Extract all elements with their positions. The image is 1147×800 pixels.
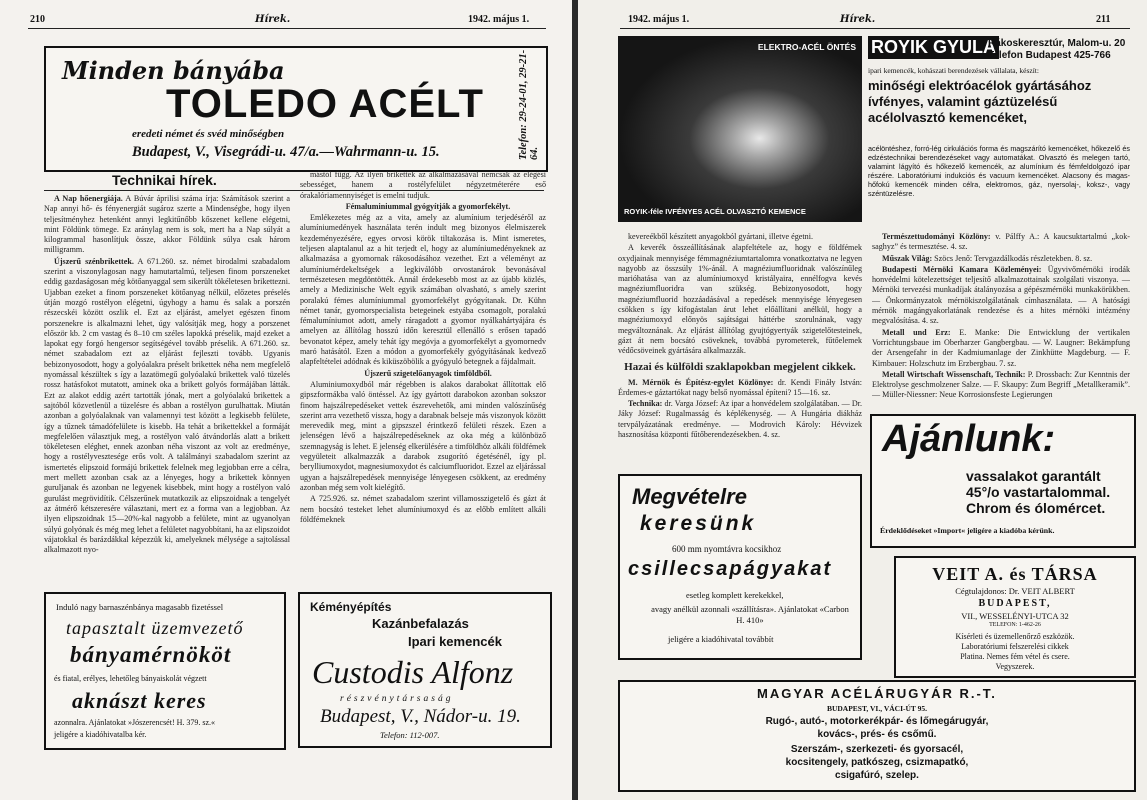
header-rule [28,28,546,29]
right-column-1 [618,232,862,468]
ad-line: avagy anélkül azonnali «szállításra». Ajánlatokat «Carbon H. 410» [651,604,849,625]
left-column-1 [44,194,290,582]
right-column-2 [872,232,1130,412]
article-text: E. Manke: Die Entwicklung der vertikalen Vorrichtungsbaue im Oberharzer Gangbergbau. — W. Laugner: Bekämpfung der Arsengefahr in der Kadmiumanlage der Zinkhütte Magdeburg. — F. Kirnbauer: Holzschutz im Erzbergbau. 7. sz. [872,327,1130,368]
ad-line: Platina. Nemes fém vétel és csere. [960,652,1070,661]
ad-line: Kéményépítés [310,600,392,614]
article-text: Szöcs Jenő: Tervgazdálkodás részletekben. 8. sz. [934,253,1093,263]
toledo-brand: TOLEDO ACÉLT [166,82,484,126]
toledo-subtitle: eredeti német és svéd minőségben [132,128,285,140]
ad-line: csillecsapágyakat [628,558,833,580]
article-head: Műszak Világ: [882,253,933,263]
ad-line: keresünk [640,512,757,535]
ad-line: Vegyszerek. [995,662,1035,671]
article-text: Ügyvivőmérnöki irodák honvédelmi kötelezettséget teljesítő alkalmazottainak szolgálati viszonya. — Mérnöki tervezési munkadíjak átalányozása a gépészmérnöki munkakörükben. — Önkormányzatok mérnökiszolgálatának címhasználata. — A hatósági mérnök magángyakorlatának rendezése és a hites mérnöki intézmény megvalósítása. 4. sz. [872,264,1130,326]
ad-line: BUDAPEST, VI., VÁCI-ÚT 95. [826,704,928,713]
ad-line: Custodis Alfonz [312,654,514,690]
article-head: Technika: [628,399,663,409]
ad-line: Kazánbefalazás [372,616,469,631]
ad-line: csigafúró, szelep. [835,770,919,781]
ad-line: TELEFON: 1-462-26 [989,622,1041,628]
page-number: 211 [1096,14,1111,25]
ajanlunk-advertisement [870,414,1136,548]
ad-line: Kísérleti és üzemellenőrző eszközök. [955,632,1075,641]
article-text: v. Pálffy A.: A kaucsuktartalmú „kok-saghyz” és termesztése. 4. sz. [872,232,1130,252]
ad-line: Budapest, V., Nádor-u. 19. [320,706,521,727]
page-header-date: 1942. május 1. [468,14,530,25]
royik-address: Rákoskeresztúr, Malom-u. 20 [988,38,1126,49]
article-text: kevereékből készített anyagokból gyártani, illetve égetni. [628,232,813,241]
ad-line: Chrom és ólomércet. [966,500,1106,516]
article-text: Aluminiumoxydból már régebben is alakos darabokat állítottak elő gipszformákba való öntéssel. Az így gyártott darabokon azonban sokszor finom hajszálrepedéseket vettek észrevehetők, ami minden valószínűség szerint arra vezethető vissza, hogy a darabnak belseje más viszonyok között merevedik meg, mint a gipszszel érintkező felületi részek. Ezen a jelenségen lévő a hajszálrepedéseknek az oka még a különböző szemnagyság is lehet. E jelenség elkerülésére a timföldhöz alkáli földfémek vegyületeit alkalmazzák a darabok zsugorító égetésénél, így pl. berylliumoxydot, magnesiumoxydot és calciumfluoridot. Ezzel az eljárással ugyan a hajszálrepedések mennyisége lényegesen csökkent, az eredmény azonban még sem volt kielégítő. [300,379,546,492]
article-head: Újszerű szigetelőanyagok timföldből. [364,368,492,378]
section-title: Hazai és külföldi szaklapokban megjelent cikkek. [624,360,856,373]
page-number: 210 [30,14,45,25]
royik-advertisement [868,36,1130,222]
ad-line: és fiatal, erélyes, lehetőleg bányaiskolát végzett [54,674,207,683]
article-text: dr. Kendi Fináły István: Érdemes-e gáztartókat nagy belső nyomással építeni? 15—16. sz. [618,377,862,397]
ad-line: aknászt keres [72,688,207,713]
ad-line: Érdeklődéseket »Import« jeligére a kiadóba kérünk. [880,526,1055,535]
royik-details: acélöntéshez, forró-lég cirkulációs forma és magszárító kemencéket, hőkezelő és edzéstechnikai berendezéseket vagy automatákat. Olvasztó és melegen tartó, valamint lágyító és hőkezelő kemencék, az alumínium és fémfeldolgozó ipar részére. Laboratóriumi indukciós és vacuum kemencéket. Alacsony és magas-hőfokú kemencék minden célra, elektromos, gáz, nyersolaj-, koksz-, vagy széntüzelésre. [868,144,1130,198]
article-head: Fémaluminiummal gyógyítják a gyomorfekélyt. [345,201,511,211]
ad-line: 600 mm nyomtávra kocsikhoz [672,544,782,554]
ad-line: kovács-, prés- és csőmű. [817,729,937,740]
toledo-address: Budapest, V., Visegrádi-u. 47/a.—Wahrmann-u. 15. [132,144,440,160]
article-text: A Búvár áprilisi száma írja: Számítások szerint a Nap annyi hő- és fényenergiát sugároz szerte a Mindenségbe, hogy ilyen teljesítményhez hetenként annyi legkitűnőbb kőszenet kellene elégetni, mint Földünk tömege. Ez aránylag nem is sok, mert ha a Nap súlyát a kilogrammal hasonlítjuk össze, akkor Földünk súlya csak három milligramm. [44,194,290,255]
page-header-title: Hírek. [255,14,291,25]
ad-line: részvénytársaság [340,694,454,704]
photo-caption-bottom: ROYIK-féle IVFÉNYES ACÉL OLVASZTÓ KEMENCE [624,207,806,216]
ad-line: Ipari kemencék [408,634,502,649]
right-page [578,0,1147,800]
article-text: A keverék összeállításának alapfeltétele az, hogy e földfémek oxydjainak mennyisége fémmagnéziumtartalomra vonatkoztatva ne legyen nagyobb az összsúly 1%-ánál. A magnéziumfluoridnak valószínűleg marióhatása van az alumíniumoxyd kristályaira, ennélfogva kevés magnéziumfluoridra van szükség. Bebizonyosodott, hogy magnéziumfluorid hozzáadásával a repedések mennyisége lényegesen csökken s így kifogástalan árut lehet előállítani anélkül, hogy a magnéziumoxyd előnyös sajátságai háttérbe szorulnának, vagy megváltoznának. Az eljárást állítólag gyujtógyertyák szigetelőtesteinek, gázt át nem bocsátó csöveknek, továbbá pyrometerek, fűtőelemek védőcsöveinek gyártására alkalmazzák. [618,243,862,356]
ad-line: Megvételre [632,484,747,509]
ad-line: jeligére a kiadóhivatal továbbít [668,634,774,644]
article-head: Budapesti Mérnöki Kamara Közleményei: [882,264,1042,274]
ad-line: 45°/o vastartalommal. [966,484,1111,500]
mining-engineer-advertisement [44,592,286,750]
header-rule [620,28,1130,29]
royik-phone: Telefon Budapest 425-766 [988,50,1111,61]
ad-line: Induló nagy barnaszénbánya magasabb fizetéssel [56,602,224,612]
article-head: M. Mérnök és Építész-egylet Közlönye: [628,377,774,387]
ad-line: esetleg komplett kerekekkel, [686,590,784,600]
veit-advertisement [894,556,1136,678]
toledo-advertisement [44,46,548,172]
article-head: A Nap hőenergiája. [54,194,123,203]
ad-line: kocsitengely, patkószeg, csizmapatkó, [785,757,969,768]
article-text: A 671.260. sz. német birodalmi szabadalom szerint a viszonylagosan nagy hamutartalmú, teljesen finom porszeneket eddig gazdaságosan még kötőanyaggal sem sikerült tökéletesen brikettezni. Ujabban ezeket a finom porszeneket kötőanyag nélkül, előzetes préselés útján mozgó rostélyon elégetni, úgyhogy a hamu és salak a porszén részecskéi között oszlik el. Ezt az eljárást, amelyet egészen finom porszenekre is alkalmazni lehet, úgy valósítják meg, hogy a porszenet először kb. 2 cm vastag és 8–10 cm széles lapokká préselik, majd ezeket a lapokat egy forgó hengersor segítségével tovább préselik. A 671.260. sz. német szabadalom ezt az eljárást fejleszti tovább. Ugyanis bebizonyosodott, hogy a golyóalakra préselt brikettek néha nem megfelelő nyomással készültek s így a lazatömegű golyóalakú brikettek való tüzelés rossz hatásfokot mutatott, aminek oka a brikett golyós formájában látták. Ezt az alakot eddig azért tartották jónak, mert a golyóalakú brikettek a sajtóból közvetlenül a tüzelésre és abban a rostélyon gurulhattak. Miután azonban a golyóalaknak van valamennyi test között a legkisebb felülete, így a tűznek támadófelülete is kisebb. Ha tehát a brikettekkel a formáját megfelelően választjuk meg, a rostélyon való átvándorlás alatt a brikett tökéletesen eléghet, ennek azonban néha viszont az volt az eredménye, hogy a rostélyvesztesége erős volt. A találmányi szabadalom szerint az ismertetés elipszoid formájú brikettek felelnek meg legjobban erre a célra, mert mellett azonban csak az a lényeges, hogy a brikettek könnyen guruljanak és azonban ne legyenek kisebbek, mint hogy a rostélyon való gurulást megrövidítik. Célszerűnek mutatkozik az elipszoidnak a tengelyét az átmérő kétszeresére választani, mert ez a forma van a legjobban. Az ilyen elipszoidnak 15—20%-kal nagyobb a felülete, mint az ugyanolyan súlyú golyónak és még meg lehet a felületet nagyobbítani, ha az elipszoidot vájatokkal és barázdákkal képezzük ki, amelyeknek mélysége a sajtolással alkalmazott nyo- [44,256,290,555]
ad-line: Telefon: 112-007. [380,730,440,740]
article-text: mástól függ. Az ilyen brikettek az alkalmazásával nemcsak az elégési sebességet, hanem a rostélyfelület négyzetméterére eső órakalóriamennyiséget is emelni tudjuk. [300,170,546,200]
article-text: Emlékezetes még az a vita, amely az alumínium terjedéséről az alumíniumedények használata terén indult meg bizonyos élelmiszerek kezdeményezésére, egyes orvosi körök tiltakozása is. Mint ismeretes, teljesen alaptalanul az a hit terjedt el, hogy az alumíniumedényeknek az alkalmazása a gyomornak rákosodásához vezethet. Ezt a véleményt az alumíniumérdekeltségek a legkiválóbb orvostanárok bevonásával természetesen megdöntötték. Annál érdekesebb most az az újabb közlés, amely a Medizinische Welt egyik számában olvasható, s amely szerint poralakú fémes alumíniummal gyomorfekélyt gyógyítanak. Dr. Kühn német tanár, gyomorspecialista betegeinek estyába csomagolt, poralakú fémalumíniumot adott, amely ráragadott a gyomor nyálkahártyájára és amelyen az állítólag hosszú időn keresztül ellenálló s erősen tapadó bevonatot képez, amely tehát így megóvja a gyomorfekélyt a gyomornedv maró hatásától. Ezen a módon a gyomorfekély gyógyításának kedvező alapfeltételei adódnak és kiküszöbölik a gyógyuló betegnek a fájdalmait. [300,213,546,367]
ad-line: bányamérnököt [70,642,232,667]
ad-line: BUDAPEST, [978,598,1052,609]
bearing-wanted-advertisement [618,474,862,660]
custodis-advertisement [298,592,552,748]
furnace-photograph [618,36,862,222]
ad-line: MAGYAR ACÉLÁRUGYÁR R.-T. [757,686,997,701]
toledo-script-line: Minden bányába [62,56,285,85]
left-column-2 [300,170,546,582]
page-header-date: 1942. május 1. [628,14,690,25]
section-title: Technikai hírek. [112,172,217,188]
article-head: Metall und Erz: [882,327,951,337]
page-header-title: Hírek. [840,14,876,25]
ad-line: Szerszám-, szerkezeti- és gyorsacél, [790,744,964,755]
article-head: Természettudományi Közlöny: [882,232,991,241]
ad-line: tapasztalt üzemvezető [66,618,244,638]
ad-line: Ajánlunk: [882,418,1056,460]
ad-line: azonnalra. Ajánlatokat »Jószerencsét! H. 379. sz.« [54,718,216,727]
magyar-acelarugyar-advertisement [618,680,1136,792]
ad-line: vassalakot garantált [966,468,1101,484]
photo-caption-top: ELEKTRO-ACÉL ÖNTÉS [757,42,856,52]
article-text: P. Drossbach: Zur Kenntnis der Elektrolyse geschmolzener Salze. — F. Skaupy: Zum Begriff „Metallkeramik”. — Müller-Niessner: Neue Korrosionsfeste Legierungen [872,369,1130,400]
royik-name: ROYIK GYULA [868,36,999,59]
ad-line: VEIT A. és TÁRSA [932,564,1098,584]
ad-line: jeligére a kiadóhivatalba kér. [54,730,147,739]
royik-tagline: ipari kemencék, kohászati berendezések vállalata, készít: [868,66,1039,75]
ad-line: Cégtulajdonos: Dr. VEIT ALBERT [955,586,1075,596]
article-head: Metall Wirtschaft Wissenschaft, Technik: [882,369,1026,379]
royik-headline: minőségi elektróacélok gyártásához ívfényes, valamint gáztüzelésű acélolvasztó kemencéket, [868,78,1092,125]
ad-line: Laboratóriumi felszerelési cikkek [961,642,1069,651]
ad-line: VII., WESSELÉNYI-UTCA 32 [961,611,1069,621]
ad-line: Rugó-, autó-, motorkerékpár- és lőmegárugyár, [765,716,989,727]
article-text: dr. Varga József: Az ipar a honvédelem szolgálatában. — Dr. Jáky József: Rugalmasság és képlékenység. — A Hungária diákház tervpályázatának eredménye. — Modrovich Károly: Hévvizek hasznosítása központi fűtőberendezésekben. 4. sz. [618,399,862,440]
article-head: Újszerű szénbrikettek. [54,256,134,266]
toledo-phone: Telefon: 29-24-01, 29-21-64. [518,49,540,160]
article-text: A 725.926. sz. német szabadalom szerint villamosszigetelő és gázt át nem bocsátó testeket lehet alumíniumoxyd és az előbb említett alkáli földfémeknek [300,494,546,524]
